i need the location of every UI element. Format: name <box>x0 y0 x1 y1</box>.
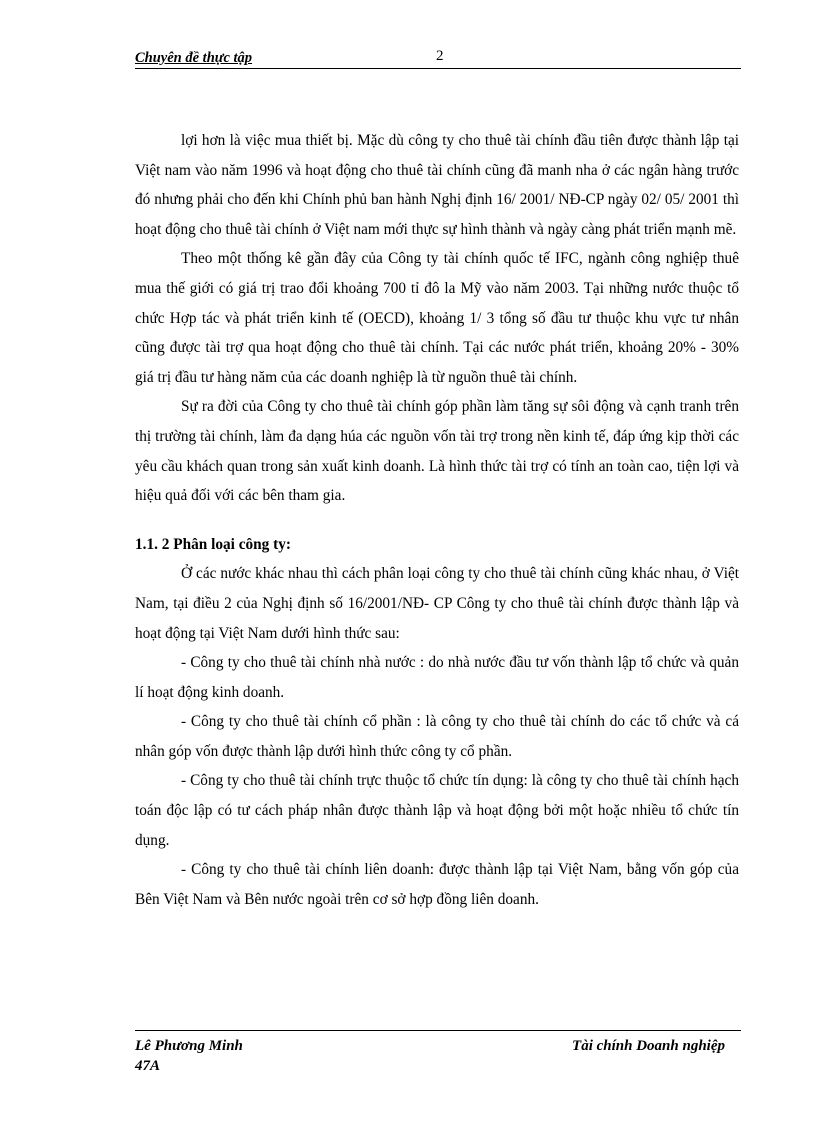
footer-author: Lê Phương Minh <box>135 1038 243 1054</box>
footer-class: 47A <box>135 1058 161 1074</box>
list-item: - Công ty cho thuê tài chính trực thuộc tổ chức tín dụng: là công ty cho thuê tài chính hạch toán độc lập có tư cách pháp nhân được thành lập và hoạt động bởi một hoặc nhiều tổ chức tín dụng. <box>135 772 739 849</box>
footer-department: Tài chính Doanh nghiệp <box>572 1038 725 1054</box>
list-item: - Công ty cho thuê tài chính liên doanh: được thành lập tại Việt Nam, bằng vốn góp của Bên Việt Nam và Bên nước ngoài trên cơ sở hợp đồng liên doanh. <box>135 861 739 908</box>
page-header <box>135 50 741 69</box>
list-item: - Công ty cho thuê tài chính nhà nước : do nhà nước đầu tư vốn thành lập tổ chức và quản lí hoạt động kinh doanh. <box>135 654 739 701</box>
footer-divider <box>135 1030 741 1031</box>
document-body <box>135 126 739 914</box>
paragraph: lợi hơn là việc mua thiết bị. Mặc dù công ty cho thuê tài chính đầu tiên được thành lập tại Việt nam vào năm 1996 và hoạt động cho thuê tài chính cũng đã manh nha ở các ngân hàng trước đó nhưng phải cho đến khi Chính phủ ban hành Nghị định 16/ 2001/ NĐ-CP ngày 02/ 05/ 2001 thì hoạt động cho thuê tài chính ở Việt nam mới thực sự hình thành và ngày càng phát triển mạnh mẽ. <box>135 132 739 238</box>
section-heading: 1.1. 2 Phân loại công ty: <box>135 535 291 553</box>
list-item: - Công ty cho thuê tài chính cổ phần : là công ty cho thuê tài chính do các tổ chức và cá nhân góp vốn được thành lập dưới hình thức công ty cổ phần. <box>135 713 739 760</box>
document-title: Chuyên đề thực tập <box>135 50 253 66</box>
page-number: 2 <box>436 48 444 64</box>
paragraph: Sự ra đời của Công ty cho thuê tài chính góp phần làm tăng sự sôi động và cạnh tranh trên thị trường tài chính, làm đa dạng húa các nguồn vốn tài trợ trong nền kinh tế, đáp ứng kịp thời các yêu cầu khách quan trong sản xuất kinh doanh. Là hình thức tài trợ có tính an toàn cao, tiện lợi và hiệu quả đối với các bên tham gia. <box>135 398 739 505</box>
paragraph: Theo một thống kê gần đây của Công ty tài chính quốc tế IFC, ngành công nghiệp thuê mua thế giới có giá trị trao đổi khoảng 700 tỉ đô la Mỹ vào năm 2003. Tại những nước thuộc tổ chức Hợp tác và phát triển kinh tế (OECD), khoảng 1/ 3 tổng số đầu tư thuộc khu vực tư nhân cũng được tài trợ qua hoạt động cho thuê tài chính. Tại các nước phát triển, khoảng 20% - 30% giá trị đầu tư hàng năm của các doanh nghiệp là từ nguồn thuê tài chính. <box>135 250 739 386</box>
paragraph: Ở các nước khác nhau thì cách phân loại công ty cho thuê tài chính cũng khác nhau, ở Việt Nam, tại điều 2 của Nghị định số 16/2001/NĐ- CP Công ty cho thuê tài chính được thành lập và hoạt động tại Việt Nam dưới hình thức sau: <box>135 565 739 642</box>
